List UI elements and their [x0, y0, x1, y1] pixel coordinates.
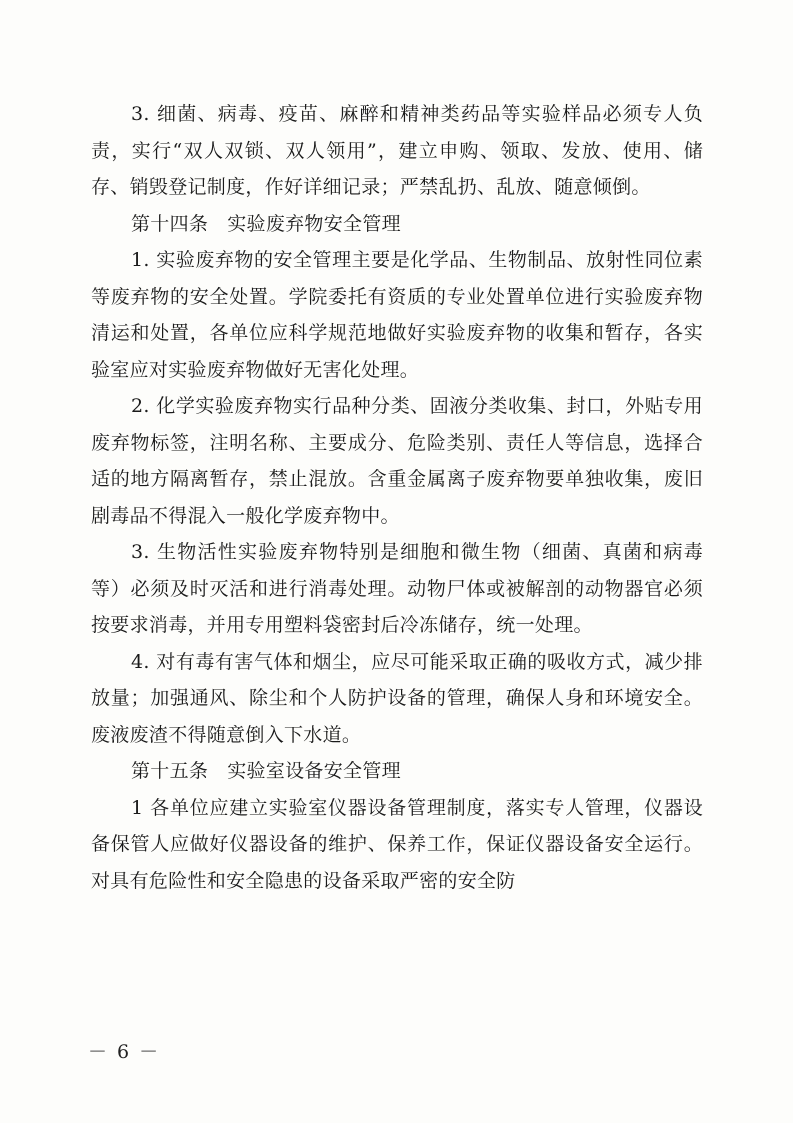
- paragraph-waste-1: 1. 实验废弃物的安全管理主要是化学品、生物制品、放射性同位素等废弃物的安全处置。学院委托有资质的专业处置单位进行实验废弃物清运和处置，各单位应科学规范地做好实验废弃物的收集和暂存，各实验室应对实验废弃物做好无害化处理。: [91, 249, 703, 381]
- paragraph-waste-3: 3. 生物活性实验废弃物特别是细胞和微生物（细菌、真菌和病毒等）必须及时灭活和进行消毒处理。动物尸体或被解剖的动物器官必须按要求消毒，并用专用塑料袋密封后冷冻储存，统一处理。: [91, 541, 703, 636]
- paragraph-equipment-1: 1 各单位应建立实验室仪器设备管理制度，落实专人管理，仪器设备保管人应做好仪器设备的维护、保养工作，保证仪器设备安全运行。对具有危险性和安全隐患的设备采取严密的安全防: [91, 796, 703, 892]
- paragraph-waste-4: 4. 对有毒有害气体和烟尘，应尽可能采取正确的吸收方式，减少排放量；加强通风、除尘和个人防护设备的管理，确保人身和环境安全。废液废渣不得随意倒入下水道。: [91, 650, 703, 746]
- article-14-heading: 第十四条 实验废弃物安全管理: [131, 212, 401, 235]
- article-15-heading: 第十五条 实验室设备安全管理: [131, 760, 401, 782]
- document-body: [91, 96, 703, 899]
- paragraph-item-3-samples: 3. 细菌、病毒、疫苗、麻醉和精神类药品等实验样品必须专人负责，实行“双人双锁、双人领用”，建立申购、领取、发放、使用、储存、销毁登记制度，作好详细记录；严禁乱扔、乱放、随意倾倒。: [91, 103, 703, 198]
- page-number: － 6 －: [88, 1041, 161, 1063]
- paragraph-waste-2: 2. 化学实验废弃物实行品种分类、固液分类收集、封口，外贴专用废弃物标签，注明名称、主要成分、危险类别、责任人等信息，选择合适的地方隔离暂存，禁止混放。含重金属离子废弃物要单独收集，废旧剧毒品不得混入一般化学废弃物中。: [91, 395, 703, 527]
